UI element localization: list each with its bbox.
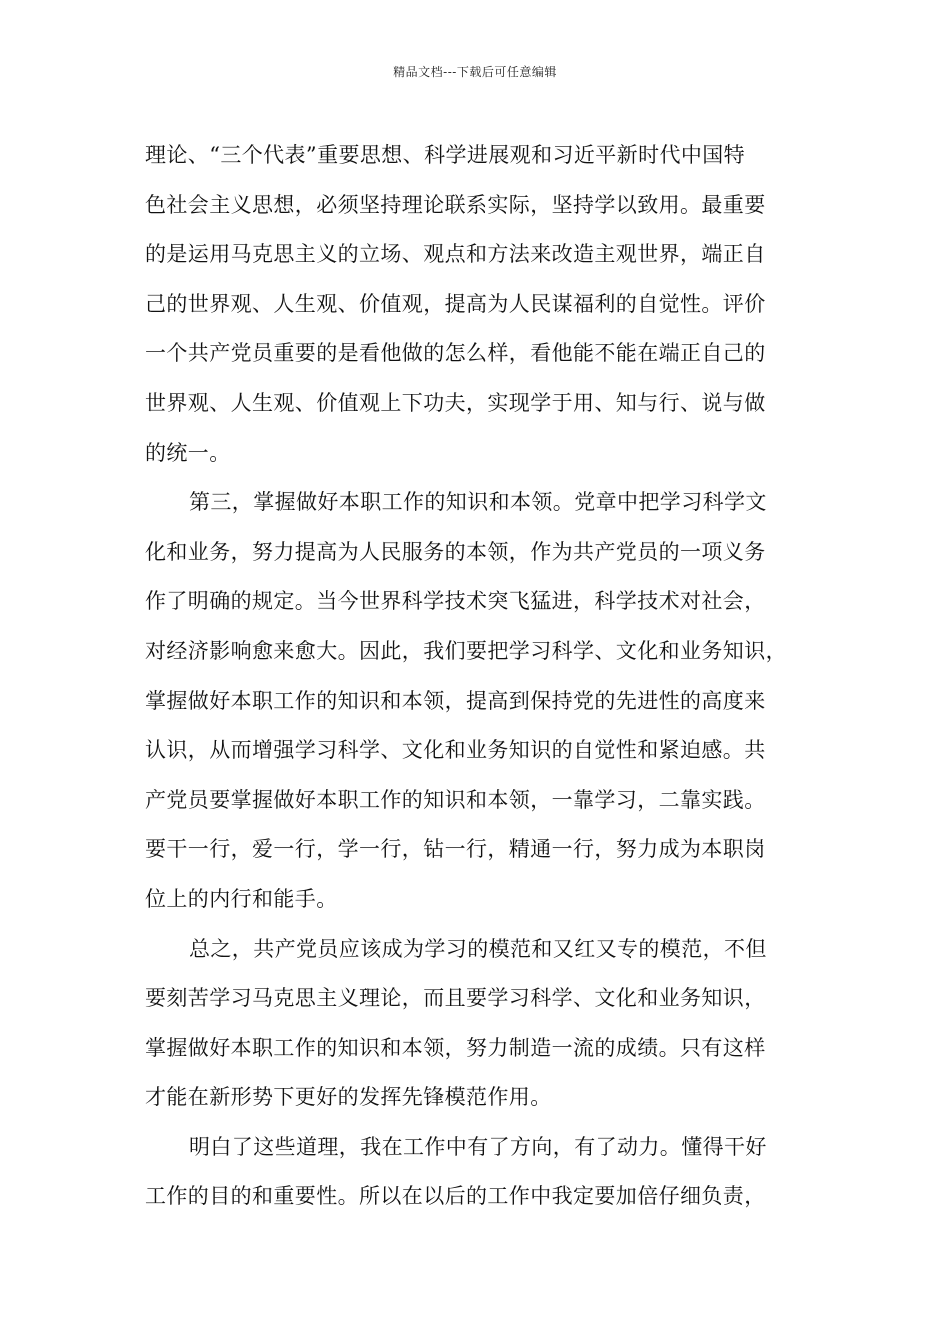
text-line: 的是运用马克思主义的立场、观点和方法来改造主观世界，端正自 — [145, 242, 766, 267]
text-line: 认识，从而增强学习科学、文化和业务知识的自觉性和紧迫感。共 — [145, 738, 766, 763]
text-line: 才能在新形势下更好的发挥先锋模范作用。 — [145, 1085, 552, 1110]
text-line: 色社会主义思想，必须坚持理论联系实际，坚持学以致用。最重要 — [145, 192, 766, 217]
page-header: 精品文档---下载后可任意编辑 — [393, 65, 557, 79]
text-line: 一个共产党员重要的是看他做的怎么样，看他能不能在端正自己的 — [145, 341, 766, 366]
document-body — [145, 131, 825, 1222]
text-line: 掌握做好本职工作的知识和本领，努力制造一流的成绩。只有这样 — [145, 1035, 766, 1060]
text-line: 总之，共产党员应该成为学习的模范和又红又专的模范，不但 — [189, 936, 767, 961]
text-line: 掌握做好本职工作的知识和本领，提高到保持党的先进性的高度来 — [145, 688, 766, 713]
text-line: 产党员要掌握做好本职工作的知识和本领，一靠学习，二靠实践。 — [145, 787, 766, 812]
text-line: 作了明确的规定。当今世界科学技术突飞猛进，科学技术对社会， — [145, 589, 766, 614]
text-line: 位上的内行和能手。 — [145, 886, 338, 911]
text-line: 要干一行，爱一行，学一行，钻一行，精通一行，努力成为本职岗 — [145, 837, 766, 862]
text-line: 工作的目的和重要性。所以在以后的工作中我定要加倍仔细负责， — [145, 1184, 766, 1209]
text-line: 世界观、人生观、价值观上下功夫，实现学于用、知与行、说与做 — [145, 390, 766, 415]
text-line: 第三，掌握做好本职工作的知识和本领。党章中把学习科学文 — [189, 490, 767, 515]
text-line: 化和业务，努力提高为人民服务的本领，作为共产党员的一项义务 — [145, 539, 766, 564]
text-line: 的统一。 — [145, 440, 231, 465]
text-line: 己的世界观、人生观、价值观，提高为人民谋福利的自觉性。评价 — [145, 291, 766, 316]
text-line: 要刻苦学习马克思主义理论，而且要学习科学、文化和业务知识， — [145, 986, 766, 1011]
text-line: 明白了这些道理，我在工作中有了方向，有了动力。懂得干好 — [189, 1134, 767, 1159]
text-line: 对经济影响愈来愈大。因此，我们要把学习科学、文化和业务知识， — [145, 638, 787, 663]
text-line: 理论、“三个代表”重要思想、科学进展观和习近平新时代中国特 — [145, 143, 746, 167]
